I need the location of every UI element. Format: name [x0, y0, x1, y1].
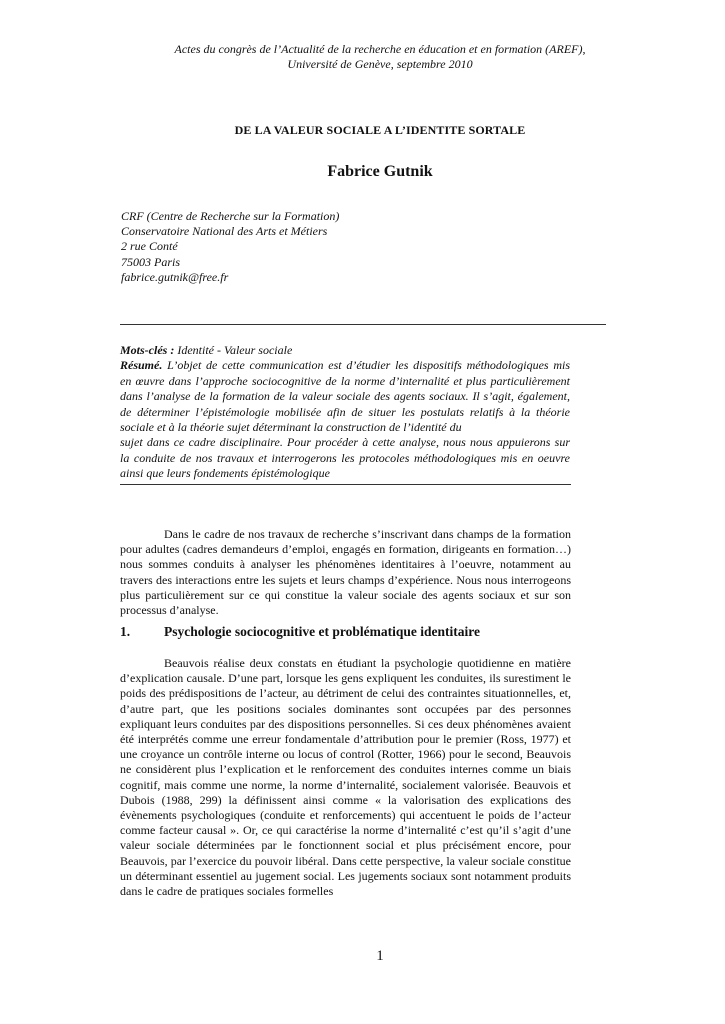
abstract-line: la conduite de nos travaux et interrogerons les protocoles méthodologiques mis en oeuvre — [120, 450, 570, 465]
author-email: fabrice.gutnik@free.fr — [121, 269, 229, 284]
header-line-1: Actes du congrès de l’Actualité de la recherche en éducation et en formation (AREF), — [174, 42, 586, 56]
section-paragraph: Beauvois réalise deux constats en étudiant la psychologie quotidienne en matière d’explication causale. D’une part, lorsque les gens expliquent les conduites, ils surestiment le poids des prédispositions de l’acteur, au détriment de celui des contraintes situationnelles, et, d’autre part, que les positions sociales dominantes sont occupées par des personnes expliquant leurs conduites par des dispositions personnelles. Si ces deux phénomènes avaient été interprétés comme une erreur fondamentale d’attribution pour le premier (Ross, 1977) et une croyance un contrôle interne ou locus of control (Rotter, 1966) pour le second, Beauvois ne considèrent plus l’explication et le renforcement des conduites internes comme un biais cognitif, mais comme une norme, la norme d’internalité, socialement valorisée. Beauvois et Dubois (1988, 299) la définissent ainsi comme « la valorisation des explications des évènements psychologiques (conduite et renforcements) qui accentuent le poids de l’acteur comme facteur causal ». Or, ce qui caractérise la norme d’internalité c’est qu’il s’agit d’une valeur sociale déterminées par le fonctionnent social et plus précisément encore, pour Beauvois, par l’exercice du pouvoir libéral. Dans cette perspective, la valeur sociale constitue un déterminant essentiel au jugement social. Les jugements sociaux sont notamment produits dans le cadre de pratiques sociales formelles — [120, 656, 571, 899]
section-number: 1. — [120, 624, 131, 639]
abstract-line: dans l’analyse de la formation de la valeur sociale des agents sociaux. Il s’agit, également, — [120, 389, 570, 404]
affiliation-block — [121, 209, 339, 285]
abstract-line: sociale et à la théorie sujet déterminant la construction de l’identité du — [120, 420, 462, 435]
running-header — [120, 42, 640, 72]
paper-title: DE LA VALEUR SOCIALE A L’IDENTITE SORTALE — [234, 123, 526, 137]
affiliation-line: Conservatoire National des Arts et Métiers — [121, 224, 328, 239]
bottom-divider — [120, 484, 571, 485]
header-line-2: Université de Genève, septembre 2010 — [287, 57, 473, 71]
keywords-text: Identité - Valeur sociale — [177, 343, 293, 357]
affiliation-line: 75003 Paris — [121, 254, 181, 269]
abstract-label: Résumé. — [120, 358, 163, 373]
affiliation-line: 2 rue Conté — [121, 239, 178, 254]
section-heading — [120, 624, 580, 640]
keywords-line — [120, 343, 570, 358]
keywords-label: Mots-clés : — [120, 343, 175, 357]
top-divider — [120, 324, 606, 325]
page-number: 1 — [376, 948, 384, 964]
author-name: Fabrice Gutnik — [327, 163, 433, 180]
abstract-line: en œuvre dans l’approche sociocognitive de la norme d’internalité et plus particulièrement — [120, 373, 570, 388]
abstract-block — [120, 343, 570, 482]
affiliation-line: CRF (Centre de Recherche sur la Formation) — [121, 209, 340, 223]
abstract-line: sujet dans ce cadre disciplinaire. Pour procéder à cette analyse, nous nous appuierons sur — [120, 435, 570, 450]
intro-paragraph: Dans le cadre de nos travaux de recherche s’inscrivant dans champs de la formation pour adultes (cadres demandeurs d’emploi, engagés en formation, dirigeants en formation…) nous sommes conduits à analyser les phénomènes identitaires à l’oeuvre, notamment au travers des interactions entre les sujets et leurs champs d’expérience. Nous nous interrogeons plus particulièrement sur ce qui constitue la valeur sociale des agents sociaux et sur son processus d’analyse. — [120, 527, 571, 618]
abstract-line: Résumé. L’objet de cette communication est d’étudier les dispositifs méthodologiques mis — [120, 358, 570, 373]
abstract-line: ainsi que leurs fondements épistémologique — [120, 466, 330, 481]
abstract-line: de déterminer l’épistémologie mobilisée afin de situer les postulats relatifs à la théorie — [120, 404, 570, 419]
section-title: Psychologie sociocognitive et problématique identitaire — [164, 624, 480, 639]
